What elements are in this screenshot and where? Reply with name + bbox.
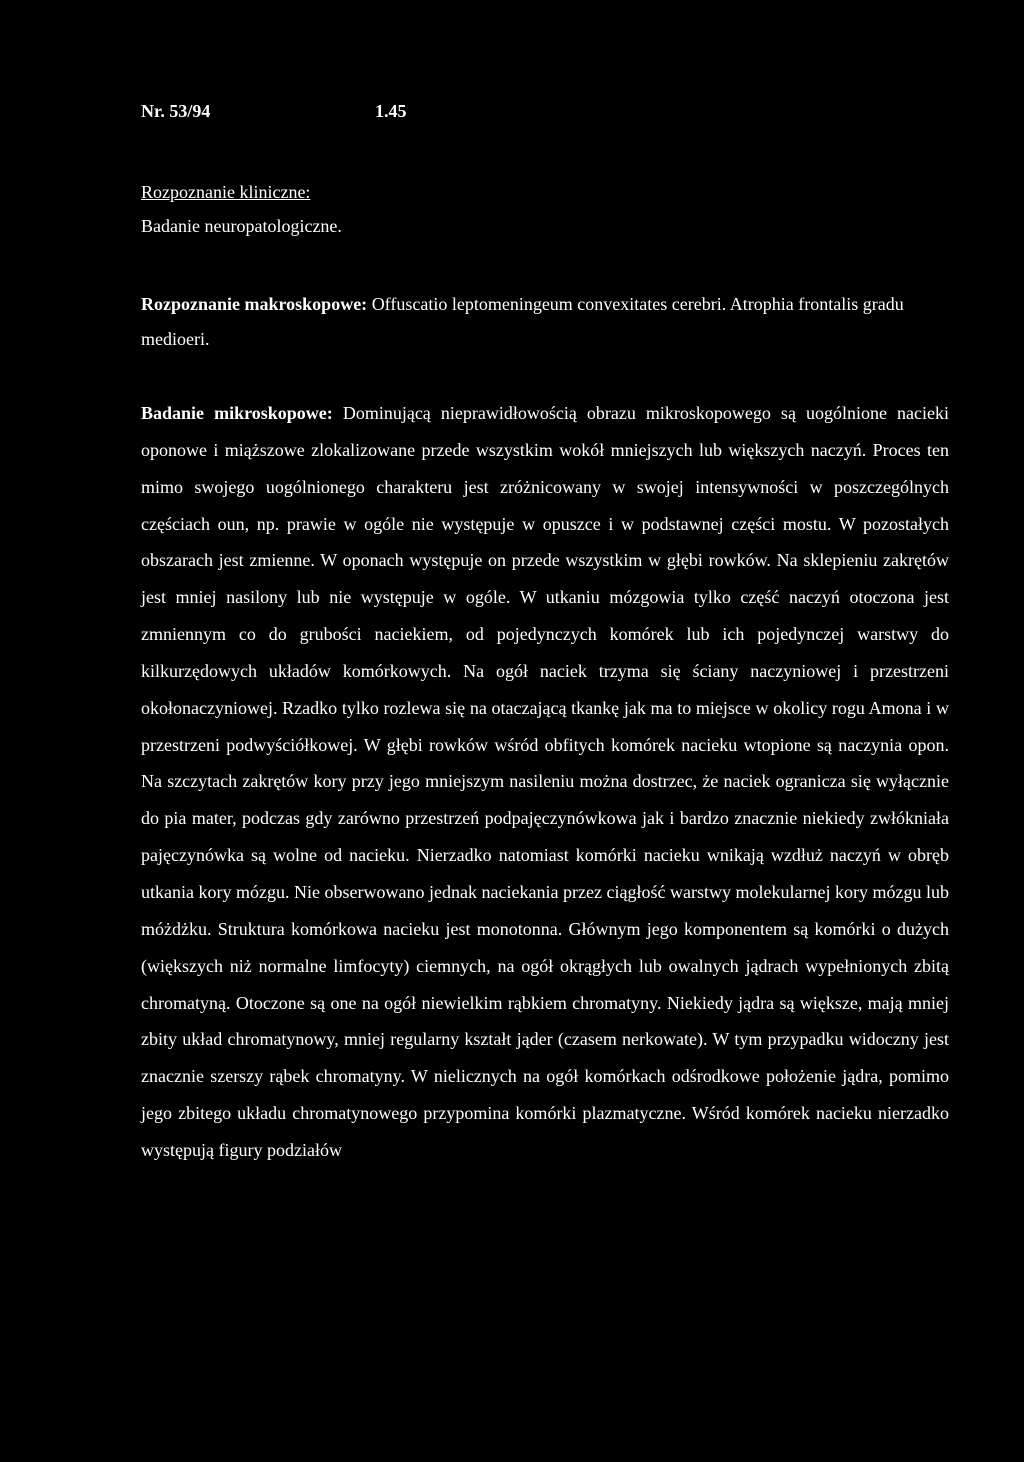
clinical-diagnosis-heading: Rozpoznanie kliniczne: [141, 182, 311, 202]
microscopic-label: Badanie mikroskopowe: [141, 403, 333, 423]
macroscopic-label: Rozpoznanie makroskopowe: [141, 294, 368, 314]
macroscopic-diagnosis-paragraph [141, 287, 949, 357]
macroscopic-text: Offuscatio leptomeningeum convexitates cerebri. Atrophia frontalis gradu medioeri. [141, 294, 904, 349]
page-header [141, 101, 407, 122]
microscopic-examination-paragraph [141, 395, 949, 1169]
page-reference: 1.45 [375, 101, 407, 121]
case-number: Nr. 53/94 [141, 101, 211, 121]
microscopic-text: Dominującą nieprawidłowością obrazu mikroskopowego są uogólnione nacieki oponowe i miąższowe zlokalizowane przede wszystkim wokół mniejszych lub większych naczyń. Proces ten mimo swojego uogólnionego charakteru jest zróżnicowany w swojej intensywności w poszczególnych częściach oun, np. prawie w ogóle nie występuje w opuszce i w podstawnej części mostu. W pozostałych obszarach jest zmienne. W oponach występuje on przede wszystkim w głębi rowków. Na sklepieniu zakrętów jest mniej nasilony lub nie występuje w ogóle. W utkaniu mózgowia tylko część naczyń otoczona jest zmniennym co do grubości naciekiem, od pojedynczych komórek lub ich pojedynczej warstwy do kilkurzędowych układów komórkowych. Na ogół naciek trzyma się ściany naczyniowej i przestrzeni okołonaczyniowej. Rzadko tylko rozlewa się na otaczającą tkankę jak ma to miejsce w okolicy rogu Amona i w przestrzeni podwyściółkowej. W głębi rowków wśród obfitych komórek nacieku wtopione są naczynia opon. Na szczytach zakrętów kory przy jego mniejszym nasileniu można dostrzec, że naciek ogranicza się wyłącznie do pia mater, podczas gdy zarówno przestrzeń podpajęczynówkowa jak i bardzo znacznie niekiedy zwłókniała pajęczynówka są wolne od nacieku. Nierzadko natomiast komórki nacieku wnikają wzdłuż naczyń w obręb utkania kory mózgu. Nie obserwowano jednak naciekania przez ciągłość warstwy molekularnej kory mózgu lub móżdżku. Struktura komórkowa nacieku jest monotonna. Głównym jego komponentem są komórki o dużych (większych niż normalne limfocyty) ciemnych, na ogół okrągłych lub owalnych jądrach wypełnionych zbitą chromatyną. Otoczone są one na ogół niewielkim rąbkiem chromatyny. Niekiedy jądra są większe, mają mniej zbity układ chromatynowy, mniej regularny kształt jąder (czasem nerkowate). W tym przypadku widoczny jest znacznie szerszy rąbek chromatyny. W nielicznych na ogół komórkach odśrodkowe położenie jądra, pomimo jego zbitego układu chromatynowego przypomina komórki plazmatyczne. Wśród komórek nacieku nierzadko występują figury podziałów [141, 403, 950, 1160]
neuropathology-line: Badanie neuropatologiczne. [141, 216, 342, 236]
